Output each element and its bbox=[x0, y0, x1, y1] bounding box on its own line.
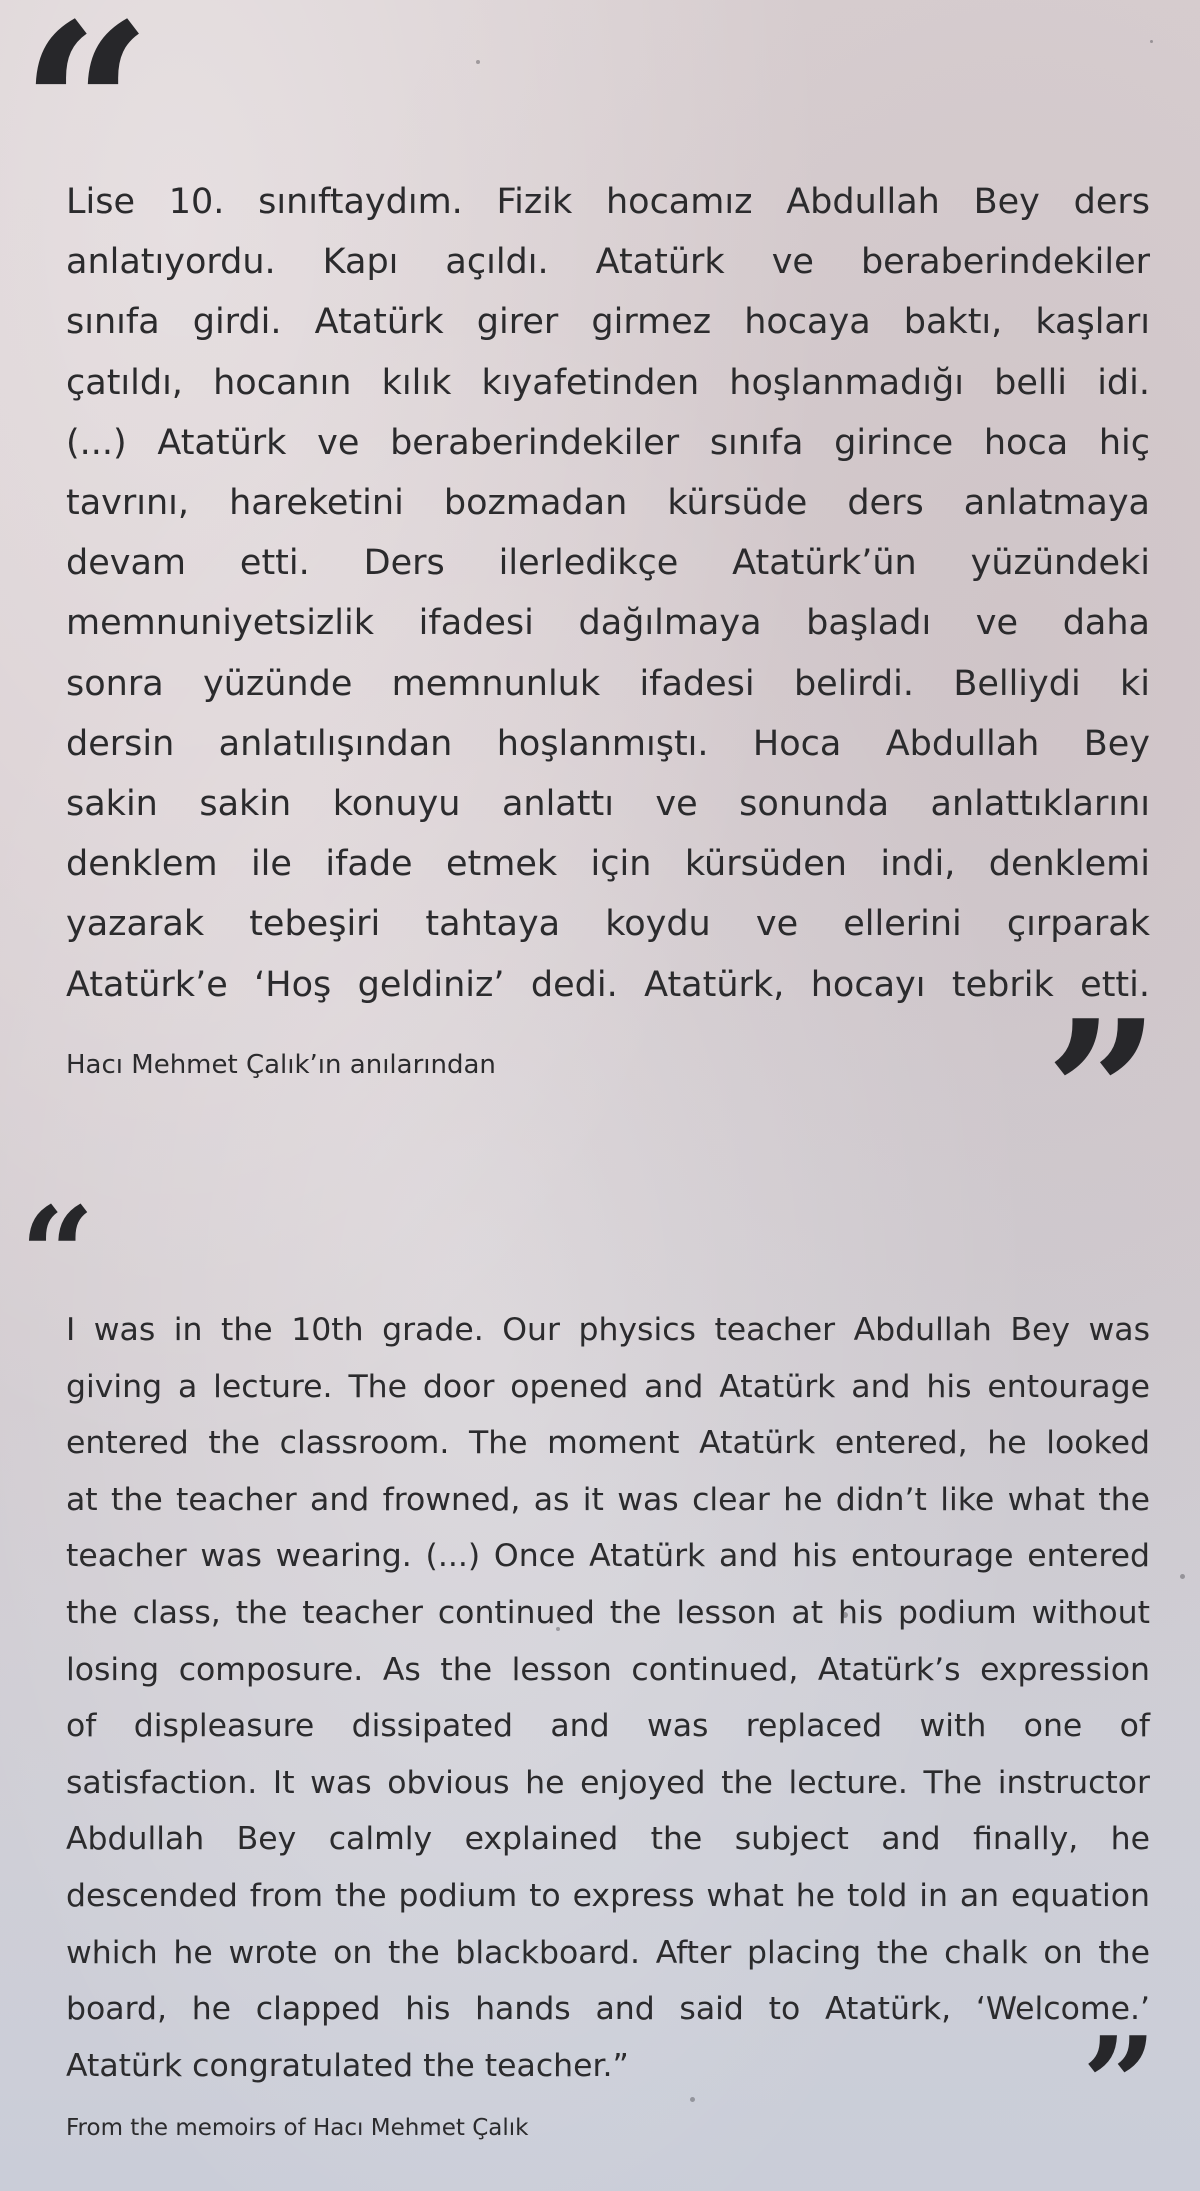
turkish-quote-text bbox=[66, 172, 1150, 1015]
english-attribution: From the memoirs of Hacı Mehmet Çalık bbox=[66, 2115, 529, 2141]
english-quote-line: Atatürk congratulated the teacher.” bbox=[66, 2047, 629, 2084]
turkish-quote-line: çatıldı, hocanın kılık kıyafetinden hoşlanmadığı belli idi. bbox=[66, 362, 1150, 403]
turkish-quote-line: denklem ile ifade etmek için kürsüden indi, denklemi bbox=[66, 844, 1150, 885]
turkish-quote-line: sakin sakin konuyu anlattı ve sonunda anlattıklarını bbox=[66, 784, 1150, 825]
opening-quote-mark-icon: “ bbox=[20, 0, 131, 244]
english-quote-line: descended from the podium to express what he told in an equation bbox=[66, 1877, 1150, 1914]
opening-quote-mark-icon: “ bbox=[20, 1178, 83, 1331]
turkish-quote-line: memnuniyetsizlik ifadesi dağılmaya başladı ve daha bbox=[66, 603, 1150, 644]
english-quote-line: at the teacher and frowned, as it was clear he didn’t like what the bbox=[66, 1481, 1150, 1518]
english-quote-line: entered the classroom. The moment Atatürk entered, he looked bbox=[66, 1425, 1150, 1462]
english-quote-line: board, he clapped his hands and said to Atatürk, ‘Welcome.’ bbox=[66, 1991, 1150, 2028]
english-quote-text bbox=[66, 1302, 1150, 2094]
closing-quote-mark-icon: ” bbox=[1082, 2008, 1145, 2161]
turkish-quote-line: (...) Atatürk ve beraberindekiler sınıfa girince hoca hiç bbox=[66, 422, 1150, 463]
turkish-attribution: Hacı Mehmet Çalık’ın anılarından bbox=[66, 1050, 496, 1080]
english-quote-line: Abdullah Bey calmly explained the subject and finally, he bbox=[66, 1821, 1150, 1858]
turkish-quote-line: sınıfa girdi. Atatürk girer girmez hocaya baktı, kaşları bbox=[66, 302, 1150, 343]
turkish-quote-line: tavrını, hareketini bozmadan kürsüde ders anlatmaya bbox=[66, 483, 1150, 524]
surface-speck bbox=[690, 2097, 695, 2102]
english-quote-line: of displeasure dissipated and was replaced with one of bbox=[66, 1708, 1150, 1745]
english-quote-line: losing composure. As the lesson continued, Atatürk’s expression bbox=[66, 1651, 1150, 1688]
surface-speck bbox=[556, 1627, 560, 1631]
english-quote-line: satisfaction. It was obvious he enjoyed the lecture. The instructor bbox=[66, 1764, 1150, 1801]
turkish-quote-line: sonra yüzünde memnunluk ifadesi belirdi. Belliydi ki bbox=[66, 663, 1150, 704]
english-quote-line: which he wrote on the blackboard. After placing the chalk on the bbox=[66, 1934, 1150, 1971]
surface-speck bbox=[1180, 1574, 1185, 1579]
turkish-quote-line: Lise 10. sınıftaydım. Fizik hocamız Abdullah Bey ders bbox=[66, 182, 1150, 222]
surface-speck bbox=[476, 60, 480, 64]
closing-quote-mark-icon: ” bbox=[1045, 977, 1141, 1212]
turkish-quote-line: Atatürk’e ‘Hoş geldiniz’ dedi. Atatürk, hocayı tebrik etti. bbox=[66, 964, 1150, 1005]
surface-speck bbox=[842, 1612, 848, 1618]
turkish-quote-line: dersin anlatılışından hoşlanmıştı. Hoca Abdullah Bey bbox=[66, 723, 1150, 764]
english-quote-line: giving a lecture. The door opened and Atatürk and his entourage bbox=[66, 1368, 1150, 1405]
english-quote-line: I was in the 10th grade. Our physics teacher Abdullah Bey was bbox=[66, 1312, 1150, 1348]
english-quote-line: the class, the teacher continued the lesson at his podium without bbox=[66, 1594, 1150, 1631]
turkish-quote-line: anlatıyordu. Kapı açıldı. Atatürk ve beraberindekiler bbox=[66, 242, 1150, 283]
english-quote-line: teacher was wearing. (...) Once Atatürk and his entourage entered bbox=[66, 1538, 1150, 1575]
surface-speck bbox=[1150, 40, 1153, 43]
turkish-quote-line: devam etti. Ders ilerledikçe Atatürk’ün yüzündeki bbox=[66, 543, 1150, 584]
turkish-quote-line: yazarak tebeşiri tahtaya koydu ve ellerini çırparak bbox=[66, 904, 1150, 945]
